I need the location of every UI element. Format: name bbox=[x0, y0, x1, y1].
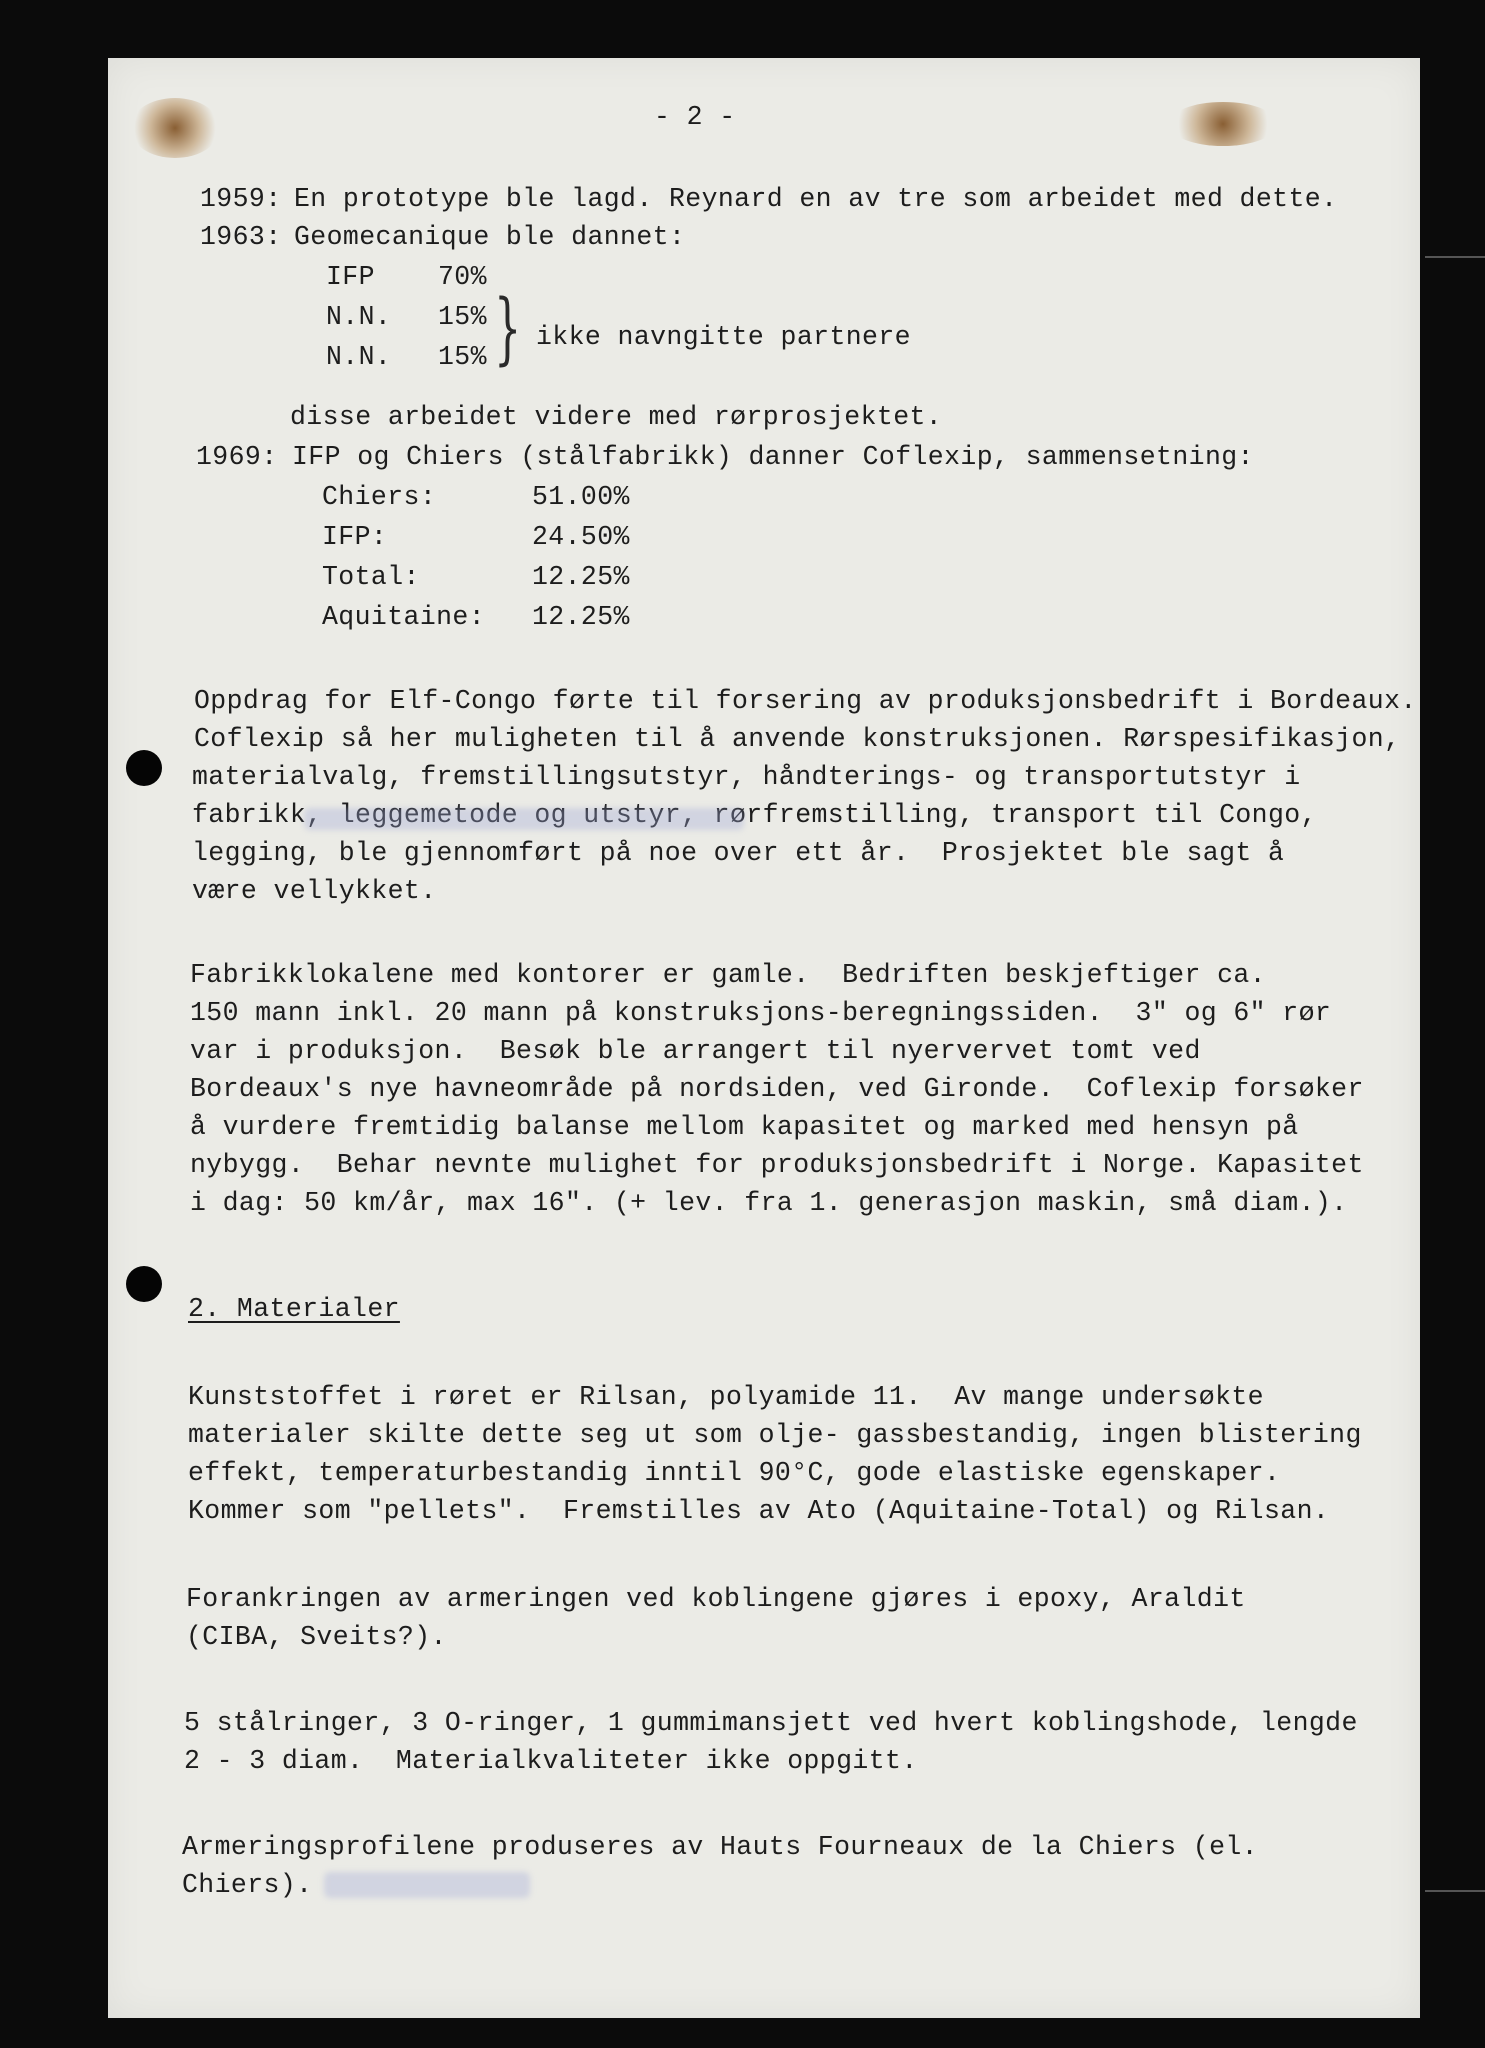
paragraph-line: Bordeaux's nye havneområde på nordsiden, ved Gironde. Coflexip forsøker bbox=[190, 1074, 1364, 1104]
paragraph-line: 5 stålringer, 3 O-ringer, 1 gummimansjett ved hvert koblingshode, lengde bbox=[184, 1708, 1358, 1738]
paragraph-line: legging, ble gjennomført på noe over ett år. Prosjektet ble sagt å bbox=[192, 838, 1285, 868]
paragraph-line: Fabrikklokalene med kontorer er gamle. Bedriften beskjeftiger ca. bbox=[190, 960, 1266, 990]
paragraph-line: effekt, temperaturbestandig inntil 90°C, gode elastiske egenskaper. bbox=[188, 1458, 1281, 1488]
burn-mark-left bbox=[130, 98, 220, 158]
owner-share: 12.25% bbox=[532, 602, 630, 632]
burn-mark-right bbox=[1168, 102, 1278, 146]
paragraph-line: fabrikk, leggemetode og utstyr, rørfremstilling, transport til Congo, bbox=[192, 800, 1317, 830]
owner-name: IFP bbox=[326, 262, 375, 292]
paragraph-line: 2 - 3 diam. Materialkvaliteter ikke oppgitt. bbox=[184, 1746, 918, 1776]
owner-share: 51.00% bbox=[532, 482, 630, 512]
owner-share: 15% bbox=[438, 342, 487, 372]
history-year-1969: 1969: bbox=[196, 442, 278, 472]
paragraph-line: 150 mann inkl. 20 mann på konstruksjons-beregningssiden. 3" og 6" rør bbox=[190, 998, 1332, 1028]
paragraph-line: i dag: 50 km/år, max 16". (+ lev. fra 1. generasjon maskin, små diam.). bbox=[190, 1188, 1348, 1218]
paragraph-line: Oppdrag for Elf-Congo førte til forsering av produksjonsbedrift i Bordeaux. bbox=[194, 686, 1417, 716]
continued-text: disse arbeidet videre med rørprosjektet. bbox=[290, 402, 943, 432]
paragraph-line: materialvalg, fremstillingsutstyr, håndterings- og transportutstyr i bbox=[192, 762, 1301, 792]
scanner-edge-mark bbox=[1425, 256, 1485, 258]
history-year-1959: 1959: bbox=[200, 184, 282, 214]
owner-share: 24.50% bbox=[532, 522, 630, 552]
paragraph-line: materialer skilte dette seg ut som olje- gassbestandig, ingen blistering bbox=[188, 1420, 1362, 1450]
punch-hole-lower bbox=[126, 1266, 162, 1302]
owner-share: 70% bbox=[438, 262, 487, 292]
history-year-1963: 1963: bbox=[200, 222, 282, 252]
paragraph-line: Kunststoffet i røret er Rilsan, polyamide 11. Av mange undersøkte bbox=[188, 1382, 1264, 1412]
faded-stamp-mark bbox=[304, 808, 744, 830]
history-text-1959: En prototype ble lagd. Reynard en av tre som arbeidet med dette. bbox=[294, 184, 1338, 214]
owner-name: Aquitaine: bbox=[322, 602, 486, 632]
owner-name: IFP: bbox=[322, 522, 388, 552]
history-text-1963: Geomecanique ble dannet: bbox=[294, 222, 686, 252]
paragraph-line: Chiers). bbox=[182, 1870, 313, 1900]
partners-note: ikke navngitte partnere bbox=[536, 322, 911, 352]
owner-name: N.N. bbox=[326, 302, 392, 332]
punch-hole-upper bbox=[126, 750, 162, 786]
paragraph-line: var i produksjon. Besøk ble arrangert til nyervervet tomt ved bbox=[190, 1036, 1201, 1066]
scanner-edge-mark bbox=[1425, 1890, 1485, 1892]
owner-share: 15% bbox=[438, 302, 487, 332]
owner-name: Total: bbox=[322, 562, 420, 592]
owner-name: Chiers: bbox=[322, 482, 437, 512]
section-heading: 2. Materialer bbox=[188, 1294, 400, 1324]
paragraph-line: Forankringen av armeringen ved koblingene gjøres i epoxy, Araldit bbox=[186, 1584, 1246, 1614]
history-text-1969: IFP og Chiers (stålfabrikk) danner Coflexip, sammensetning: bbox=[292, 442, 1254, 472]
paragraph-line: Kommer som "pellets". Fremstilles av Ato (Aquitaine-Total) og Rilsan. bbox=[188, 1496, 1330, 1526]
paragraph-line: (CIBA, Sveits?). bbox=[186, 1622, 447, 1652]
paragraph-line: nybygg. Behar nevnte mulighet for produksjonsbedrift i Norge. Kapasitet bbox=[190, 1150, 1364, 1180]
paper-sheet bbox=[108, 58, 1420, 2018]
curly-brace: } bbox=[494, 284, 522, 374]
page-number: - 2 - bbox=[654, 102, 736, 132]
paragraph-line: Armeringsprofilene produseres av Hauts Fourneaux de la Chiers (el. bbox=[182, 1832, 1258, 1862]
faded-stamp-mark bbox=[324, 1872, 530, 1898]
paragraph-line: Coflexip så her muligheten til å anvende konstruksjonen. Rørspesifikasjon, bbox=[194, 724, 1401, 754]
paragraph-line: å vurdere fremtidig balanse mellom kapasitet og marked med hensyn på bbox=[190, 1112, 1299, 1142]
owner-name: N.N. bbox=[326, 342, 392, 372]
owner-share: 12.25% bbox=[532, 562, 630, 592]
paragraph-line: være vellykket. bbox=[192, 876, 437, 906]
